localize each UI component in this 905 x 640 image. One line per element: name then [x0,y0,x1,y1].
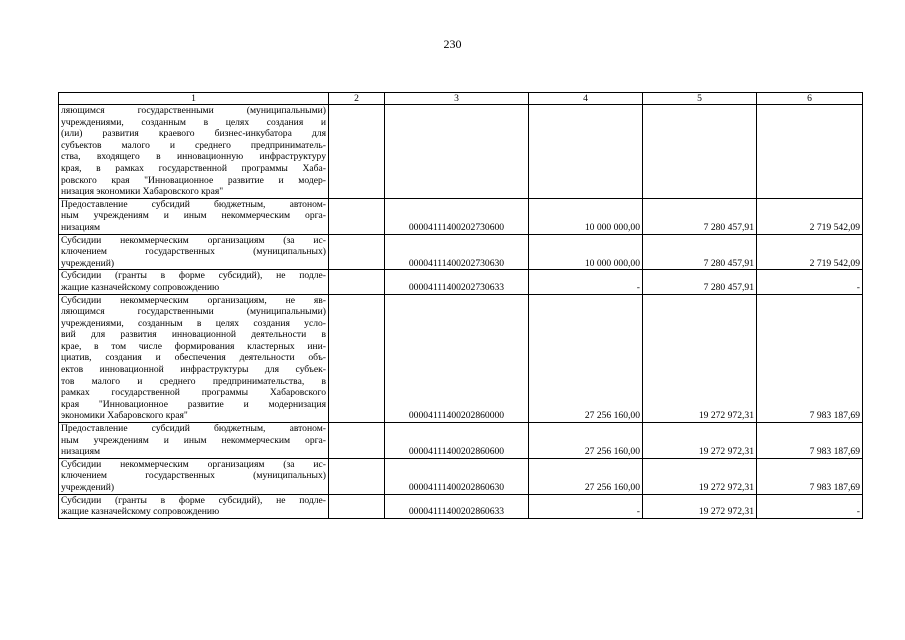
row-col-5: 19 272 972,31 [643,458,757,494]
description-line: циатив, создания и обеспечения деятельности объ- [61,352,326,364]
description-line: ектов инновационной инфраструктуры для субъек- [61,364,326,376]
header-row [59,93,863,105]
row-budget-code: 00004111400202730600 [385,198,529,234]
row-col-2 [329,494,385,518]
row-description [59,294,329,423]
row-col-4: 10 000 000,00 [529,198,643,234]
description-line: ляющимся государственными (муниципальными) [61,105,326,116]
table-row [59,458,863,494]
header-col-2: 2 [329,93,385,105]
row-col-5: 7 280 457,91 [643,198,757,234]
description-line: жащие казначейскому сопровождению [61,506,220,518]
description-line: жащие казначейскому сопровождению [61,281,220,293]
table-row [59,270,863,294]
row-col-2 [329,105,385,199]
description-line: Предоставление субсидий бюджетным, автоном- [61,198,326,210]
row-col-5: 7 280 457,91 [643,270,757,294]
description-line: тов малого и среднего предпринимательства, в [61,375,326,387]
description-line: ключением государственных (муниципальных) [61,246,326,258]
row-description [59,105,329,199]
row-col-4: 10 000 000,00 [529,234,643,270]
description-line: ным учреждениям и иным некоммерческим орга- [61,210,326,222]
row-budget-code: 00004111400202730633 [385,270,529,294]
row-col-6 [757,105,863,199]
description-line: Субсидии (гранты в форме субсидий), не подле- [61,494,326,506]
description-line: крае, в том числе формирования кластерных ини- [61,340,326,352]
row-col-5: 19 272 972,31 [643,294,757,423]
header-col-1: 1 [59,93,329,105]
row-budget-code: 00004111400202730630 [385,234,529,270]
row-col-4 [529,105,643,199]
header-col-3: 3 [385,93,529,105]
table-row [59,198,863,234]
budget-table [58,92,863,519]
description-line: Субсидии некоммерческим организациям (за ис- [61,458,326,470]
description-line: рамках государственной программы Хабаровского [61,387,326,399]
row-col-4: - [529,494,643,518]
row-col-2 [329,458,385,494]
description-line: низациям [61,446,101,458]
row-col-5: 19 272 972,31 [643,423,757,459]
table-row [59,494,863,518]
row-col-6: - [757,270,863,294]
header-col-5: 5 [643,93,757,105]
header-col-4: 4 [529,93,643,105]
description-line: учреждений) [61,257,115,269]
description-line: ным учреждениям и иным некоммерческим орга- [61,434,326,446]
description-line: ровского края "Инновационное развитие и модер- [61,174,326,186]
description-line: учреждениями, созданным в целях создания усло- [61,317,326,329]
row-budget-code: 00004111400202860600 [385,423,529,459]
description-line: учреждениями, созданным в целях создания и [61,116,326,128]
row-description [59,423,329,459]
row-col-6: 2 719 542,09 [757,234,863,270]
row-description [59,270,329,294]
row-col-4: 27 256 160,00 [529,423,643,459]
row-col-2 [329,198,385,234]
description-line: Субсидии некоммерческим организациям (за ис- [61,234,326,246]
row-description [59,458,329,494]
header-col-6: 6 [757,93,863,105]
row-col-2 [329,423,385,459]
table-row [59,234,863,270]
row-col-5: 7 280 457,91 [643,234,757,270]
description-line: учреждений) [61,482,115,493]
description-line: низация экономики Хабаровского края" [61,186,224,198]
row-col-5: 19 272 972,31 [643,494,757,518]
description-line: Субсидии (гранты в форме субсидий), не подле- [61,270,326,282]
table-row [59,423,863,459]
row-col-2 [329,234,385,270]
row-col-6: - [757,494,863,518]
description-line: (или) развития краевого бизнес-инкубатора для [61,128,326,140]
row-col-6: 7 983 187,69 [757,294,863,423]
row-col-4: 27 256 160,00 [529,458,643,494]
row-description [59,494,329,518]
description-line: субъектов малого и среднего предприниматель- [61,139,326,151]
row-col-2 [329,294,385,423]
row-budget-code [385,105,529,199]
row-col-4: - [529,270,643,294]
description-line: края "Инновационное развитие и модернизация [61,398,326,410]
description-line: ства, входящего в инновационную инфраструктуру [61,151,326,163]
row-col-6: 7 983 187,69 [757,423,863,459]
row-col-5 [643,105,757,199]
row-description [59,234,329,270]
description-line: ключением государственных (муниципальных) [61,470,326,482]
row-description [59,198,329,234]
row-col-4: 27 256 160,00 [529,294,643,423]
row-col-6: 7 983 187,69 [757,458,863,494]
table-row [59,105,863,199]
row-budget-code: 00004111400202860633 [385,494,529,518]
table-row [59,294,863,423]
description-line: Предоставление субсидий бюджетным, автоном- [61,423,326,435]
page-number: 230 [443,37,462,51]
description-line: вий для развития инновационной деятельности в [61,329,326,341]
row-col-2 [329,270,385,294]
description-line: низациям [61,221,101,233]
row-budget-code: 00004111400202860630 [385,458,529,494]
description-line: края, в рамках государственной программы Хаба- [61,162,326,174]
row-col-6: 2 719 542,09 [757,198,863,234]
description-line: ляющимся государственными (муниципальными) [61,306,326,318]
row-budget-code: 00004111400202860000 [385,294,529,423]
description-line: экономики Хабаровского края" [61,410,188,422]
description-line: Субсидии некоммерческим организациям, не яв- [61,294,326,306]
